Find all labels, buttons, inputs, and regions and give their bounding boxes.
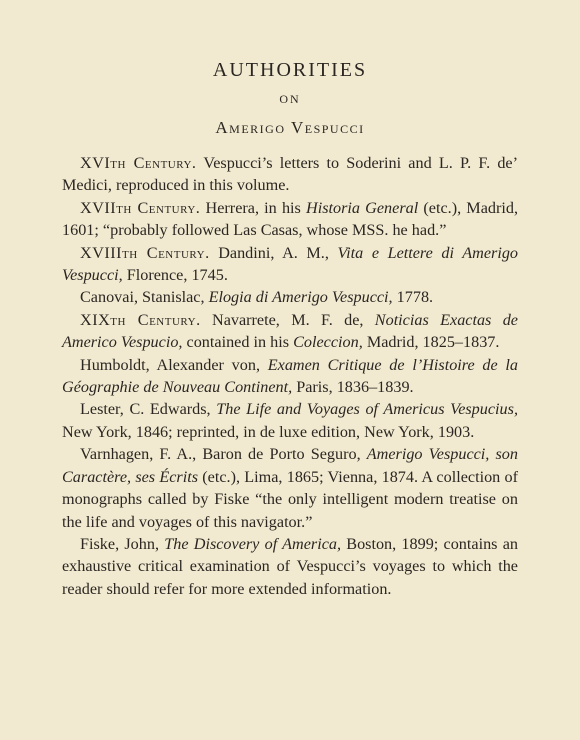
entry-text: (etc.), Madrid, 1601; “probably followed Las Casas, whose MSS. he had.” [62,198,519,240]
work-title: Vita e Lettere di Amerigo Vespucci, [62,243,519,285]
bibliography-entry [62,354,518,399]
page-subtitle: Amerigo Vespucci [215,118,365,137]
work-title: Amerigo Vespucci, son Caractère, ses Écrits [62,445,518,486]
bibliography-entry [62,309,518,354]
entry-text: Fiske, John, [80,534,165,553]
work-title: The Discovery of America, [164,534,342,553]
entry-text: contained in his [182,333,294,352]
work-title: Coleccion, [293,333,363,352]
entry-text: 1778. [392,288,434,307]
entry-text: Madrid, 1825–1837. [362,333,500,352]
bibliography-entry [62,197,518,242]
work-title: Elogia di Amerigo Vespucci, [208,288,393,307]
entry-text: Varnhagen, F. A., Baron de Porto Seguro, [80,445,367,464]
bibliography-entry [62,533,518,600]
entry-text: Herrera, in his [200,198,307,217]
century-heading: XVIth Century. [80,154,197,172]
entry-text: Dandini, A. M., [209,243,338,262]
entry-text: (etc.), Lima, 1865; Vienna, 1874. A collection of monographs called by Fiske “the only intelligent modern treatise on the life and voyages of this navigator.” [62,467,518,531]
entry-text: Boston, 1899; contains an exhaustive critical examination of Vespucci’s voyages to which the reader should refer for more extended information. [62,534,518,598]
century-heading: XVIIth Century. [80,198,201,217]
work-title: Noticias Exactas de Americo Vespucio, [62,310,518,352]
bibliography-entry [62,398,518,443]
entry-text: Vespucci’s letters to Soderini and L. P. F. de’ Medici, reproduced in this volume. [62,154,519,195]
bibliography-entry [62,242,518,287]
title-connector: ON [279,92,301,106]
work-title: Historia General [306,198,419,217]
century-heading: XVIIIth Century. [80,243,210,262]
entry-text: New York, 1846; reprinted, in de luxe edition, New York, 1903. [62,422,475,441]
work-title: The Life and Voyages of Americus Vespucius, [216,400,518,419]
bibliography-entry [62,443,518,533]
entry-text: Florence, 1745. [122,266,228,285]
bibliography-entry [62,286,518,308]
entry-text: Lester, C. Edwards, [80,400,217,419]
bibliography-list [62,152,518,600]
entry-text: Humboldt, Alexander von, [80,355,268,374]
bibliography-entry [62,152,518,197]
page-title: AUTHORITIES [212,59,368,81]
entry-text: Paris, 1836–1839. [292,378,414,397]
century-heading: XIXth Century. [80,310,201,329]
entry-text: Canovai, Stanislac, [80,288,209,307]
work-title: Examen Critique de l’Histoire de la Géographie de Nouveau Continent, [62,355,519,397]
entry-text: Navarrete, M. F. de, [200,310,375,329]
